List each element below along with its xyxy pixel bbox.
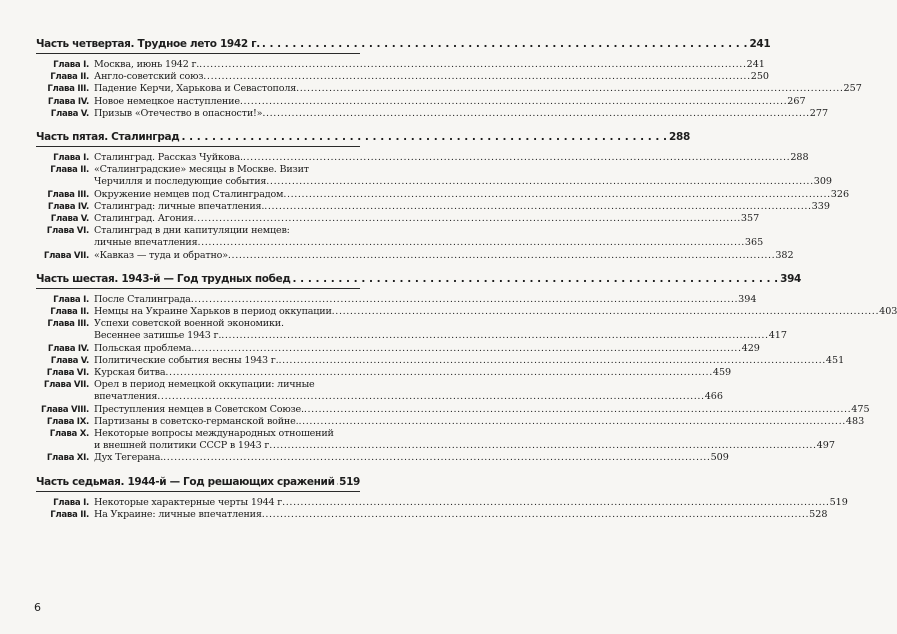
- chapter-line: [94, 108, 828, 120]
- chapter-label: Глава II.: [50, 509, 89, 520]
- leader-dots: [304, 404, 851, 416]
- chapter-page: 394: [738, 293, 757, 305]
- chapter-label: Глава VI.: [46, 226, 89, 237]
- chapter-entry[interactable]: [36, 249, 794, 262]
- part-title: Часть седьмая. 1944-й — Год решающих сражений: [36, 475, 335, 488]
- chapter-page: 403: [879, 306, 897, 318]
- chapter-page: 257: [843, 83, 862, 95]
- chapter-line: [94, 83, 862, 95]
- chapter-page: 365: [744, 237, 764, 249]
- chapter-entry[interactable]: [36, 354, 845, 367]
- chapter-text: [94, 428, 835, 452]
- chapter-label: Глава XI.: [46, 453, 89, 464]
- chapter-entry[interactable]: [36, 59, 765, 71]
- chapter-page: 250: [750, 71, 770, 83]
- chapter-text: [94, 497, 848, 509]
- chapter-text: [94, 59, 765, 71]
- chapter-label: Глава X.: [49, 429, 89, 440]
- chapter-title: Немцы на Украине Харьков в период оккупации: [94, 306, 332, 318]
- chapter-page: 382: [775, 249, 794, 261]
- chapter-page: 417: [768, 330, 787, 342]
- chapter-text: [94, 343, 760, 355]
- chapter-label: Глава VIII.: [40, 404, 89, 415]
- part-page: 288: [669, 131, 690, 144]
- chapter-text: [94, 355, 844, 367]
- chapter-label: Глава II.: [50, 165, 89, 176]
- chapter-entry[interactable]: [36, 367, 732, 379]
- leader-dots: [262, 509, 809, 521]
- leader-dots: [243, 152, 790, 164]
- chapter-page: 483: [845, 415, 865, 427]
- chapter-text: [94, 294, 756, 306]
- chapter-text: [94, 189, 849, 201]
- chapter-line: [94, 294, 756, 306]
- chapter-line: [94, 330, 787, 342]
- chapter-line: [94, 391, 723, 403]
- leader-dots: [197, 237, 744, 249]
- chapter-page: 528: [809, 508, 828, 520]
- leader-dots: [165, 367, 712, 379]
- chapter-page: 509: [710, 452, 729, 464]
- chapter-label: Глава IV.: [47, 96, 89, 107]
- chapter-entry[interactable]: [36, 452, 729, 464]
- chapter-entry[interactable]: [36, 293, 757, 306]
- chapter-label: Глава VII.: [43, 250, 89, 261]
- chapter-title: Дух Тегерана.: [94, 452, 164, 464]
- chapter-page: 241: [746, 59, 765, 70]
- part-page: 519: [339, 475, 360, 488]
- chapter-label: Глава I.: [53, 153, 89, 164]
- chapter-page: 497: [816, 440, 835, 452]
- chapter-entry[interactable]: [36, 152, 809, 164]
- part-heading[interactable]: [36, 38, 771, 50]
- chapter-line: [94, 343, 760, 355]
- chapter-line: [94, 452, 729, 464]
- leader-dots: [181, 131, 667, 143]
- chapter-entry[interactable]: [36, 164, 833, 188]
- leader-dots: [228, 250, 775, 262]
- chapter-line: [94, 318, 787, 330]
- chapter-title: Падение Керчи, Харькова и Севастополя: [94, 83, 297, 95]
- chapter-text: [94, 152, 809, 164]
- chapter-entry[interactable]: [36, 188, 850, 201]
- chapter-label: Глава IX.: [46, 416, 89, 427]
- chapter-title: Сталинград. Рассказ Чуйкова.: [94, 152, 243, 164]
- chapter-label: Глава III.: [47, 189, 89, 200]
- chapter-title: впечатления: [94, 391, 158, 403]
- part-page: 394: [780, 272, 801, 285]
- leader-dots: [337, 476, 338, 488]
- chapter-title: Москва, июнь 1942 г.: [94, 59, 200, 70]
- chapter-label: Глава I.: [53, 60, 89, 70]
- chapter-entry[interactable]: [36, 107, 829, 120]
- leader-dots: [296, 83, 843, 95]
- part-divider: [36, 53, 360, 54]
- chapter-title: Некоторые вопросы международных отношений: [94, 428, 334, 440]
- chapter-title: и внешней политики СССР в 1943 г: [94, 440, 270, 452]
- chapter-page: 326: [830, 188, 850, 200]
- chapter-entry[interactable]: [36, 496, 848, 509]
- chapter-title: Сталинград. Агония: [94, 213, 194, 225]
- chapter-page: 309: [813, 176, 833, 188]
- chapter-page: 277: [809, 107, 829, 119]
- leader-dots: [262, 108, 809, 120]
- chapter-page: 339: [811, 200, 830, 212]
- part-heading[interactable]: [36, 272, 801, 285]
- chapter-entry[interactable]: [36, 95, 806, 108]
- chapter-line: [94, 404, 870, 416]
- chapter-entry[interactable]: [36, 200, 830, 213]
- leader-dots: [193, 213, 740, 225]
- chapter-page: 267: [787, 95, 806, 107]
- leader-dots: [266, 176, 813, 188]
- chapter-title: личные впечатления: [94, 237, 198, 249]
- chapter-label: Глава IV.: [47, 201, 89, 212]
- chapter-line: [94, 355, 844, 367]
- chapter-line: [94, 164, 832, 176]
- chapter-text: [94, 509, 827, 521]
- chapter-text: [94, 452, 729, 464]
- chapter-page: 451: [825, 354, 845, 366]
- leader-dots: [157, 391, 704, 403]
- part-heading[interactable]: [36, 131, 690, 144]
- chapter-entry[interactable]: [36, 318, 787, 342]
- chapter-text: [94, 164, 832, 188]
- chapter-text: [94, 71, 769, 83]
- chapter-label: Глава II.: [50, 72, 89, 83]
- chapter-page: 475: [851, 403, 870, 415]
- chapter-line: [94, 306, 897, 318]
- chapter-label: Глава V.: [50, 108, 89, 119]
- table-of-contents: [36, 38, 897, 532]
- leader-dots: [221, 330, 768, 342]
- leader-dots: [283, 189, 830, 201]
- chapter-title: Новое немецкое наступление: [94, 95, 240, 107]
- chapter-line: [94, 59, 765, 71]
- chapter-label: Глава II.: [50, 307, 89, 318]
- chapter-text: [94, 404, 870, 416]
- chapter-title: «Сталинградские» месяцы в Москве. Визит: [94, 164, 309, 176]
- chapter-line: [94, 237, 763, 249]
- chapter-label: Глава V.: [50, 355, 89, 366]
- toc-part: [36, 131, 850, 262]
- chapter-label: Глава III.: [47, 319, 89, 330]
- chapter-line: [94, 367, 731, 379]
- chapter-label: Глава I.: [53, 497, 89, 508]
- chapter-label: Глава V.: [50, 214, 89, 225]
- part-divider: [36, 491, 360, 492]
- chapter-text: [94, 250, 794, 262]
- chapter-text: [94, 318, 787, 342]
- chapter-title: «Кавказ — туда и обратно»: [94, 249, 228, 261]
- toc-part: [36, 272, 897, 465]
- chapter-line: [94, 250, 794, 262]
- chapter-text: [94, 213, 759, 225]
- chapter-text: [94, 416, 864, 428]
- chapter-entry[interactable]: [36, 213, 760, 225]
- leader-dots: [298, 416, 845, 428]
- chapter-page: 288: [790, 152, 809, 164]
- chapter-text: [94, 379, 723, 403]
- chapter-title: Окружение немцев под Сталинградом: [94, 188, 284, 200]
- chapter-title: Успехи советской военной экономики.: [94, 318, 284, 330]
- leader-dots: [240, 96, 787, 108]
- chapter-line: [94, 152, 809, 164]
- part-divider: [36, 146, 360, 147]
- part-heading[interactable]: [36, 476, 360, 488]
- leader-dots: [264, 201, 811, 213]
- chapter-text: [94, 225, 763, 249]
- chapter-line: [94, 225, 763, 237]
- chapter-label: Глава VI.: [46, 368, 89, 379]
- part-title: Часть шестая. 1943-й — Год трудных побед: [36, 272, 291, 285]
- chapter-entry[interactable]: [36, 379, 724, 403]
- chapter-text: [94, 201, 830, 213]
- chapter-line: [94, 509, 827, 521]
- leader-dots: [194, 343, 741, 355]
- chapter-entry[interactable]: [36, 508, 828, 521]
- chapter-line: [94, 440, 835, 452]
- chapter-page: 429: [741, 342, 760, 354]
- part-divider: [36, 288, 360, 289]
- leader-dots: [191, 294, 738, 306]
- chapter-page: 459: [712, 367, 732, 379]
- chapter-label: Глава III.: [47, 84, 89, 95]
- chapter-title: Политические события весны 1943 г.: [94, 354, 279, 366]
- chapter-entry[interactable]: [36, 225, 764, 249]
- chapter-text: [94, 96, 806, 108]
- chapter-title: Весеннее затишье 1943 г.: [94, 330, 222, 342]
- chapter-label: Глава IV.: [47, 343, 89, 354]
- chapter-entry[interactable]: [36, 428, 835, 452]
- leader-dots: [332, 306, 879, 318]
- chapter-line: [94, 416, 864, 428]
- chapter-entry[interactable]: [36, 83, 862, 95]
- chapter-label: Глава VII.: [43, 380, 89, 391]
- chapter-title: Польская проблема.: [94, 342, 195, 354]
- chapter-line: [94, 189, 849, 201]
- chapter-label: Глава I.: [53, 294, 89, 305]
- chapter-line: [94, 428, 835, 440]
- chapter-entry[interactable]: [36, 71, 770, 83]
- chapter-text: [94, 83, 862, 95]
- page-number: 6: [34, 601, 41, 614]
- chapter-line: [94, 96, 806, 108]
- chapter-title: Призыв «Отечество в опасности!»: [94, 107, 263, 119]
- chapter-title: Преступления немцев в Советском Союзе.: [94, 403, 304, 415]
- leader-dots: [262, 38, 748, 50]
- part-title: Часть пятая. Сталинград: [36, 131, 180, 144]
- chapter-title: Сталинград: личные впечатления.: [94, 200, 265, 212]
- chapter-title: Некоторые характерные черты 1944 г: [94, 496, 283, 508]
- leader-dots: [203, 71, 750, 83]
- chapter-text: [94, 306, 897, 318]
- chapter-entry[interactable]: [36, 403, 870, 416]
- leader-dots: [269, 440, 816, 452]
- chapter-page: 466: [704, 391, 724, 403]
- chapter-title: Партизаны в советско-германской войне.: [94, 415, 299, 427]
- chapter-line: [94, 213, 759, 225]
- chapter-line: [94, 379, 723, 391]
- chapter-line: [94, 201, 830, 213]
- chapter-entry[interactable]: [36, 342, 760, 355]
- chapter-title: Курская битва: [94, 367, 166, 379]
- leader-dots: [199, 59, 746, 71]
- leader-dots: [278, 355, 825, 367]
- chapter-title: Орел в период немецкой оккупации: личные: [94, 379, 315, 391]
- chapter-title: Сталинград в дни капитуляции немцев:: [94, 225, 290, 237]
- chapter-page: 357: [740, 213, 760, 225]
- part-title: Часть четвертая. Трудное лето 1942 г.: [36, 38, 260, 50]
- part-page: 241: [749, 38, 771, 50]
- chapter-line: [94, 176, 832, 188]
- toc-part: [36, 475, 848, 521]
- chapter-page: 519: [829, 496, 848, 508]
- chapter-title: Англо-советский союз: [94, 71, 204, 83]
- chapter-entry[interactable]: [36, 415, 865, 428]
- chapter-title: Черчилля и последующие события: [94, 176, 267, 188]
- chapter-text: [94, 367, 731, 379]
- chapter-line: [94, 71, 769, 83]
- leader-dots: [293, 273, 779, 285]
- chapter-line: [94, 497, 848, 509]
- chapter-title: После Сталинграда: [94, 293, 191, 305]
- leader-dots: [282, 497, 829, 509]
- chapter-entry[interactable]: [36, 306, 897, 318]
- chapter-title: На Украине: личные впечатления: [94, 508, 262, 520]
- leader-dots: [163, 452, 710, 464]
- chapter-text: [94, 108, 828, 120]
- toc-part: [36, 38, 862, 120]
